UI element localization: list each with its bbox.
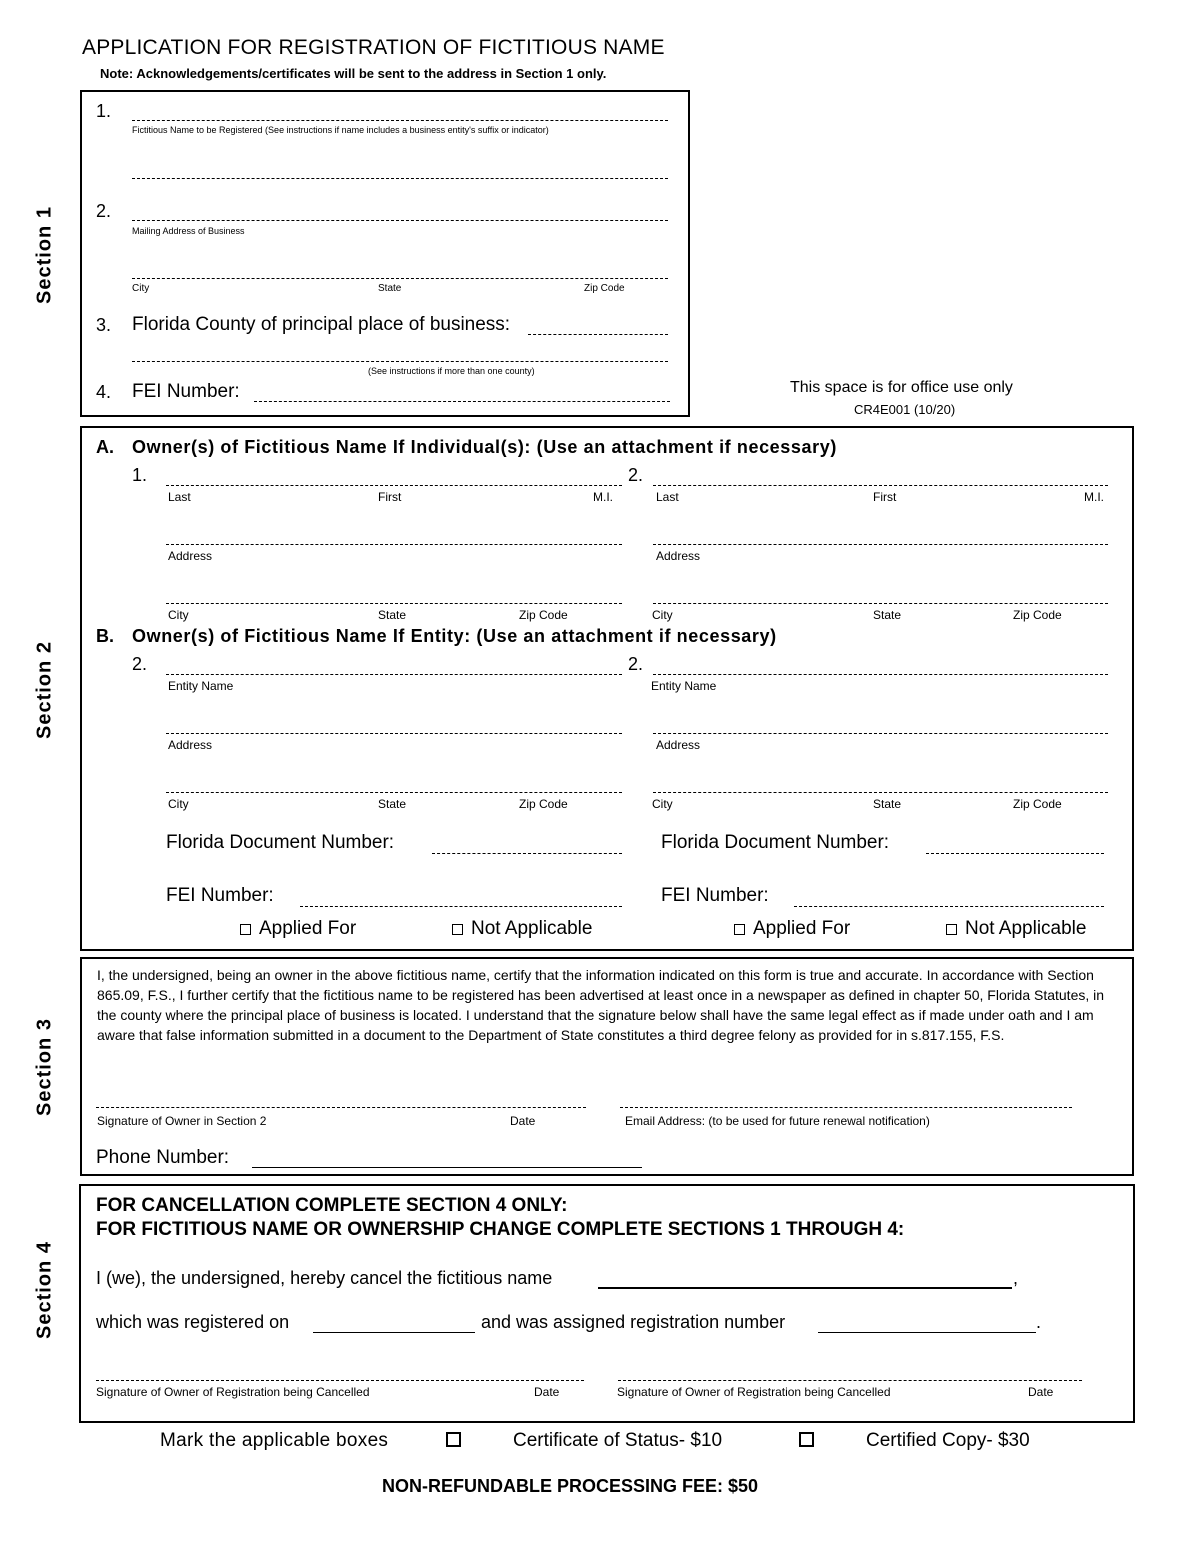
b2-not-applicable-label: Not Applicable: [965, 918, 1087, 939]
item-2-number: 2.: [96, 201, 112, 221]
s4-signature-1-field[interactable]: [96, 1380, 584, 1381]
b-owner-1-number: 2.: [132, 654, 148, 674]
b2-fei-label: FEI Number:: [661, 885, 769, 906]
b2-applied-for-label: Applied For: [753, 918, 851, 939]
b2-doc-number-field[interactable]: [926, 853, 1104, 854]
registration-period: .: [1036, 1312, 1042, 1332]
a2-last-caption: Last: [656, 490, 679, 504]
a1-zip-caption: Zip Code: [519, 608, 568, 622]
b-owner-2-address-field[interactable]: [653, 733, 1108, 734]
s3-signature-caption: Signature of Owner in Section 2: [97, 1114, 267, 1128]
section-2-label: Section 2: [33, 641, 56, 739]
a1-first-caption: First: [378, 490, 402, 504]
mailing-address-field[interactable]: [132, 220, 668, 221]
a2-zip-caption: Zip Code: [1013, 608, 1062, 622]
s1-zip-caption: Zip Code: [584, 283, 625, 294]
b2-doc-number-label: Florida Document Number:: [661, 832, 890, 853]
s1-fei-field[interactable]: [254, 401, 670, 402]
item-1-number: 1.: [96, 101, 112, 121]
a1-address-caption: Address: [168, 549, 213, 563]
a2-mi-caption: M.I.: [1084, 490, 1104, 504]
b2-address-caption: Address: [656, 738, 701, 752]
b1-entity-caption: Entity Name: [168, 679, 234, 693]
s3-date-caption: Date: [510, 1114, 536, 1128]
section-b-heading: Owner(s) of Fictitious Name If Entity: (Use an attachment if necessary): [132, 626, 777, 646]
a-owner-1-city-field[interactable]: [166, 603, 622, 604]
county-field[interactable]: [528, 334, 668, 335]
b2-applied-for-checkbox[interactable]: [734, 924, 745, 935]
b-owner-1-entity-field[interactable]: [166, 674, 622, 675]
item-4-number: 4.: [96, 382, 112, 402]
a-owner-1-number: 1.: [132, 465, 148, 485]
b-owner-1-city-field[interactable]: [166, 792, 622, 793]
b1-zip-caption: Zip Code: [519, 797, 568, 811]
certified-copy-label: Certified Copy- $30: [866, 1430, 1030, 1451]
b1-doc-number-label: Florida Document Number:: [166, 832, 395, 853]
b-owner-1-address-field[interactable]: [166, 733, 622, 734]
section-2-box: [80, 426, 1134, 951]
b1-applied-for-label: Applied For: [259, 918, 357, 939]
office-use-text: This space is for office use only: [790, 379, 1013, 396]
b2-state-caption: State: [873, 797, 902, 811]
registered-on-text: which was registered on: [96, 1312, 290, 1332]
s1-fei-label: FEI Number:: [132, 381, 240, 402]
b2-city-caption: City: [652, 797, 673, 811]
county-field-2[interactable]: [132, 361, 668, 362]
mailing-address-caption: Mailing Address of Business: [132, 226, 245, 236]
a-owner-2-name-field[interactable]: [653, 485, 1108, 486]
b-owner-2-entity-field[interactable]: [653, 674, 1108, 675]
processing-fee: NON-REFUNDABLE PROCESSING FEE: $50: [382, 1476, 759, 1496]
item-3-number: 3.: [96, 315, 112, 335]
s1-city-caption: City: [132, 283, 150, 294]
section-3-label: Section 3: [33, 1018, 56, 1116]
section-1-label: Section 1: [33, 206, 56, 304]
b2-fei-field[interactable]: [794, 906, 1104, 907]
a1-mi-caption: M.I.: [593, 490, 613, 504]
a2-city-caption: City: [652, 608, 673, 622]
b1-applied-for-checkbox[interactable]: [240, 924, 251, 935]
s4-date-2-caption: Date: [1028, 1385, 1054, 1399]
a2-state-caption: State: [873, 608, 902, 622]
county-label: Florida County of principal place of business:: [132, 314, 511, 335]
section-4-label: Section 4: [33, 1241, 56, 1339]
registration-number-field[interactable]: [818, 1332, 1036, 1333]
section-4-heading-2: FOR FICTITIOUS NAME OR OWNERSHIP CHANGE COMPLETE SECTIONS 1 THROUGH 4:: [96, 1219, 905, 1240]
b-owner-2-number: 2.: [628, 654, 644, 674]
a2-address-caption: Address: [656, 549, 701, 563]
fictitious-name-field[interactable]: [132, 120, 668, 121]
registered-date-field[interactable]: [313, 1332, 475, 1333]
section-a-letter: A.: [96, 437, 114, 457]
section-a-heading: Owner(s) of Fictitious Name If Individual(s): (Use an attachment if necessary): [132, 437, 837, 457]
b2-zip-caption: Zip Code: [1013, 797, 1062, 811]
section-4-heading-1: FOR CANCELLATION COMPLETE SECTION 4 ONLY:: [96, 1195, 568, 1216]
a2-first-caption: First: [873, 490, 897, 504]
b1-state-caption: State: [378, 797, 407, 811]
cancel-text: I (we), the undersigned, hereby cancel the fictitious name: [96, 1268, 553, 1288]
a1-city-caption: City: [168, 608, 189, 622]
b-owner-2-city-field[interactable]: [653, 792, 1108, 793]
b1-city-caption: City: [168, 797, 189, 811]
assigned-number-text: and was assigned registration number: [481, 1312, 786, 1332]
form-code: CR4E001 (10/20): [854, 402, 956, 417]
s1-state-caption: State: [378, 283, 402, 294]
county-caption: (See instructions if more than one county): [368, 366, 535, 376]
b1-address-caption: Address: [168, 738, 213, 752]
a-owner-1-name-field[interactable]: [166, 485, 622, 486]
email-field[interactable]: [620, 1107, 1072, 1108]
phone-label: Phone Number:: [96, 1147, 230, 1168]
cancel-name-field[interactable]: [598, 1287, 1012, 1289]
s4-date-1-caption: Date: [534, 1385, 560, 1399]
s4-signature-2-caption: Signature of Owner of Registration being Cancelled: [617, 1385, 891, 1399]
certified-copy-checkbox[interactable]: [799, 1432, 814, 1447]
certificate-status-checkbox[interactable]: [446, 1432, 461, 1447]
mark-boxes-text: Mark the applicable boxes: [160, 1430, 389, 1451]
a1-state-caption: State: [378, 608, 407, 622]
a-owner-2-number: 2.: [628, 465, 644, 485]
certification-text: I, the undersigned, being an owner in the above fictitious name, certify that the information indicated on this form is true and accurate. In accordance with Section 865.09, F.S., I further certify that the fictitious name to be registered has been advertised at least once in a newspaper as defined in chapter 50, Florida Statutes, in the county where the principal place of business is located. I understand that the signature below shall have the same legal effect as if made under oath and I am aware that false information submitted in a document to the Department of State constitutes a third degree felony as provided for in s.817.155, F.S.: [97, 967, 1105, 1043]
email-caption: Email Address: (to be used for future renewal notification): [625, 1114, 930, 1128]
a-owner-2-address-field[interactable]: [653, 544, 1108, 545]
b1-fei-field[interactable]: [300, 906, 622, 907]
s4-signature-2-field[interactable]: [618, 1380, 1082, 1381]
city-state-zip-field[interactable]: [132, 278, 668, 279]
cancel-comma: ,: [1013, 1268, 1019, 1288]
b1-fei-label: FEI Number:: [166, 885, 274, 906]
a-owner-1-address-field[interactable]: [166, 544, 622, 545]
b1-not-applicable-label: Not Applicable: [471, 918, 593, 939]
form-title: APPLICATION FOR REGISTRATION OF FICTITIOUS NAME: [82, 36, 665, 59]
b1-doc-number-field[interactable]: [432, 853, 622, 854]
certificate-status-label: Certificate of Status- $10: [513, 1430, 723, 1451]
a1-last-caption: Last: [168, 490, 191, 504]
s4-signature-1-caption: Signature of Owner of Registration being Cancelled: [96, 1385, 370, 1399]
b2-entity-caption: Entity Name: [651, 679, 717, 693]
fictitious-name-caption: Fictitious Name to be Registered (See instructions if name includes a business entity's suffix or indicator): [132, 125, 549, 135]
section-b-letter: B.: [96, 626, 114, 646]
a-owner-2-city-field[interactable]: [653, 603, 1108, 604]
phone-field[interactable]: [252, 1167, 642, 1168]
form-note: Note: Acknowledgements/certificates will be sent to the address in Section 1 only.: [100, 66, 607, 81]
fictitious-name-field-2[interactable]: [132, 178, 668, 179]
b2-not-applicable-checkbox[interactable]: [946, 924, 957, 935]
s3-signature-field[interactable]: [96, 1107, 586, 1108]
b1-not-applicable-checkbox[interactable]: [452, 924, 463, 935]
